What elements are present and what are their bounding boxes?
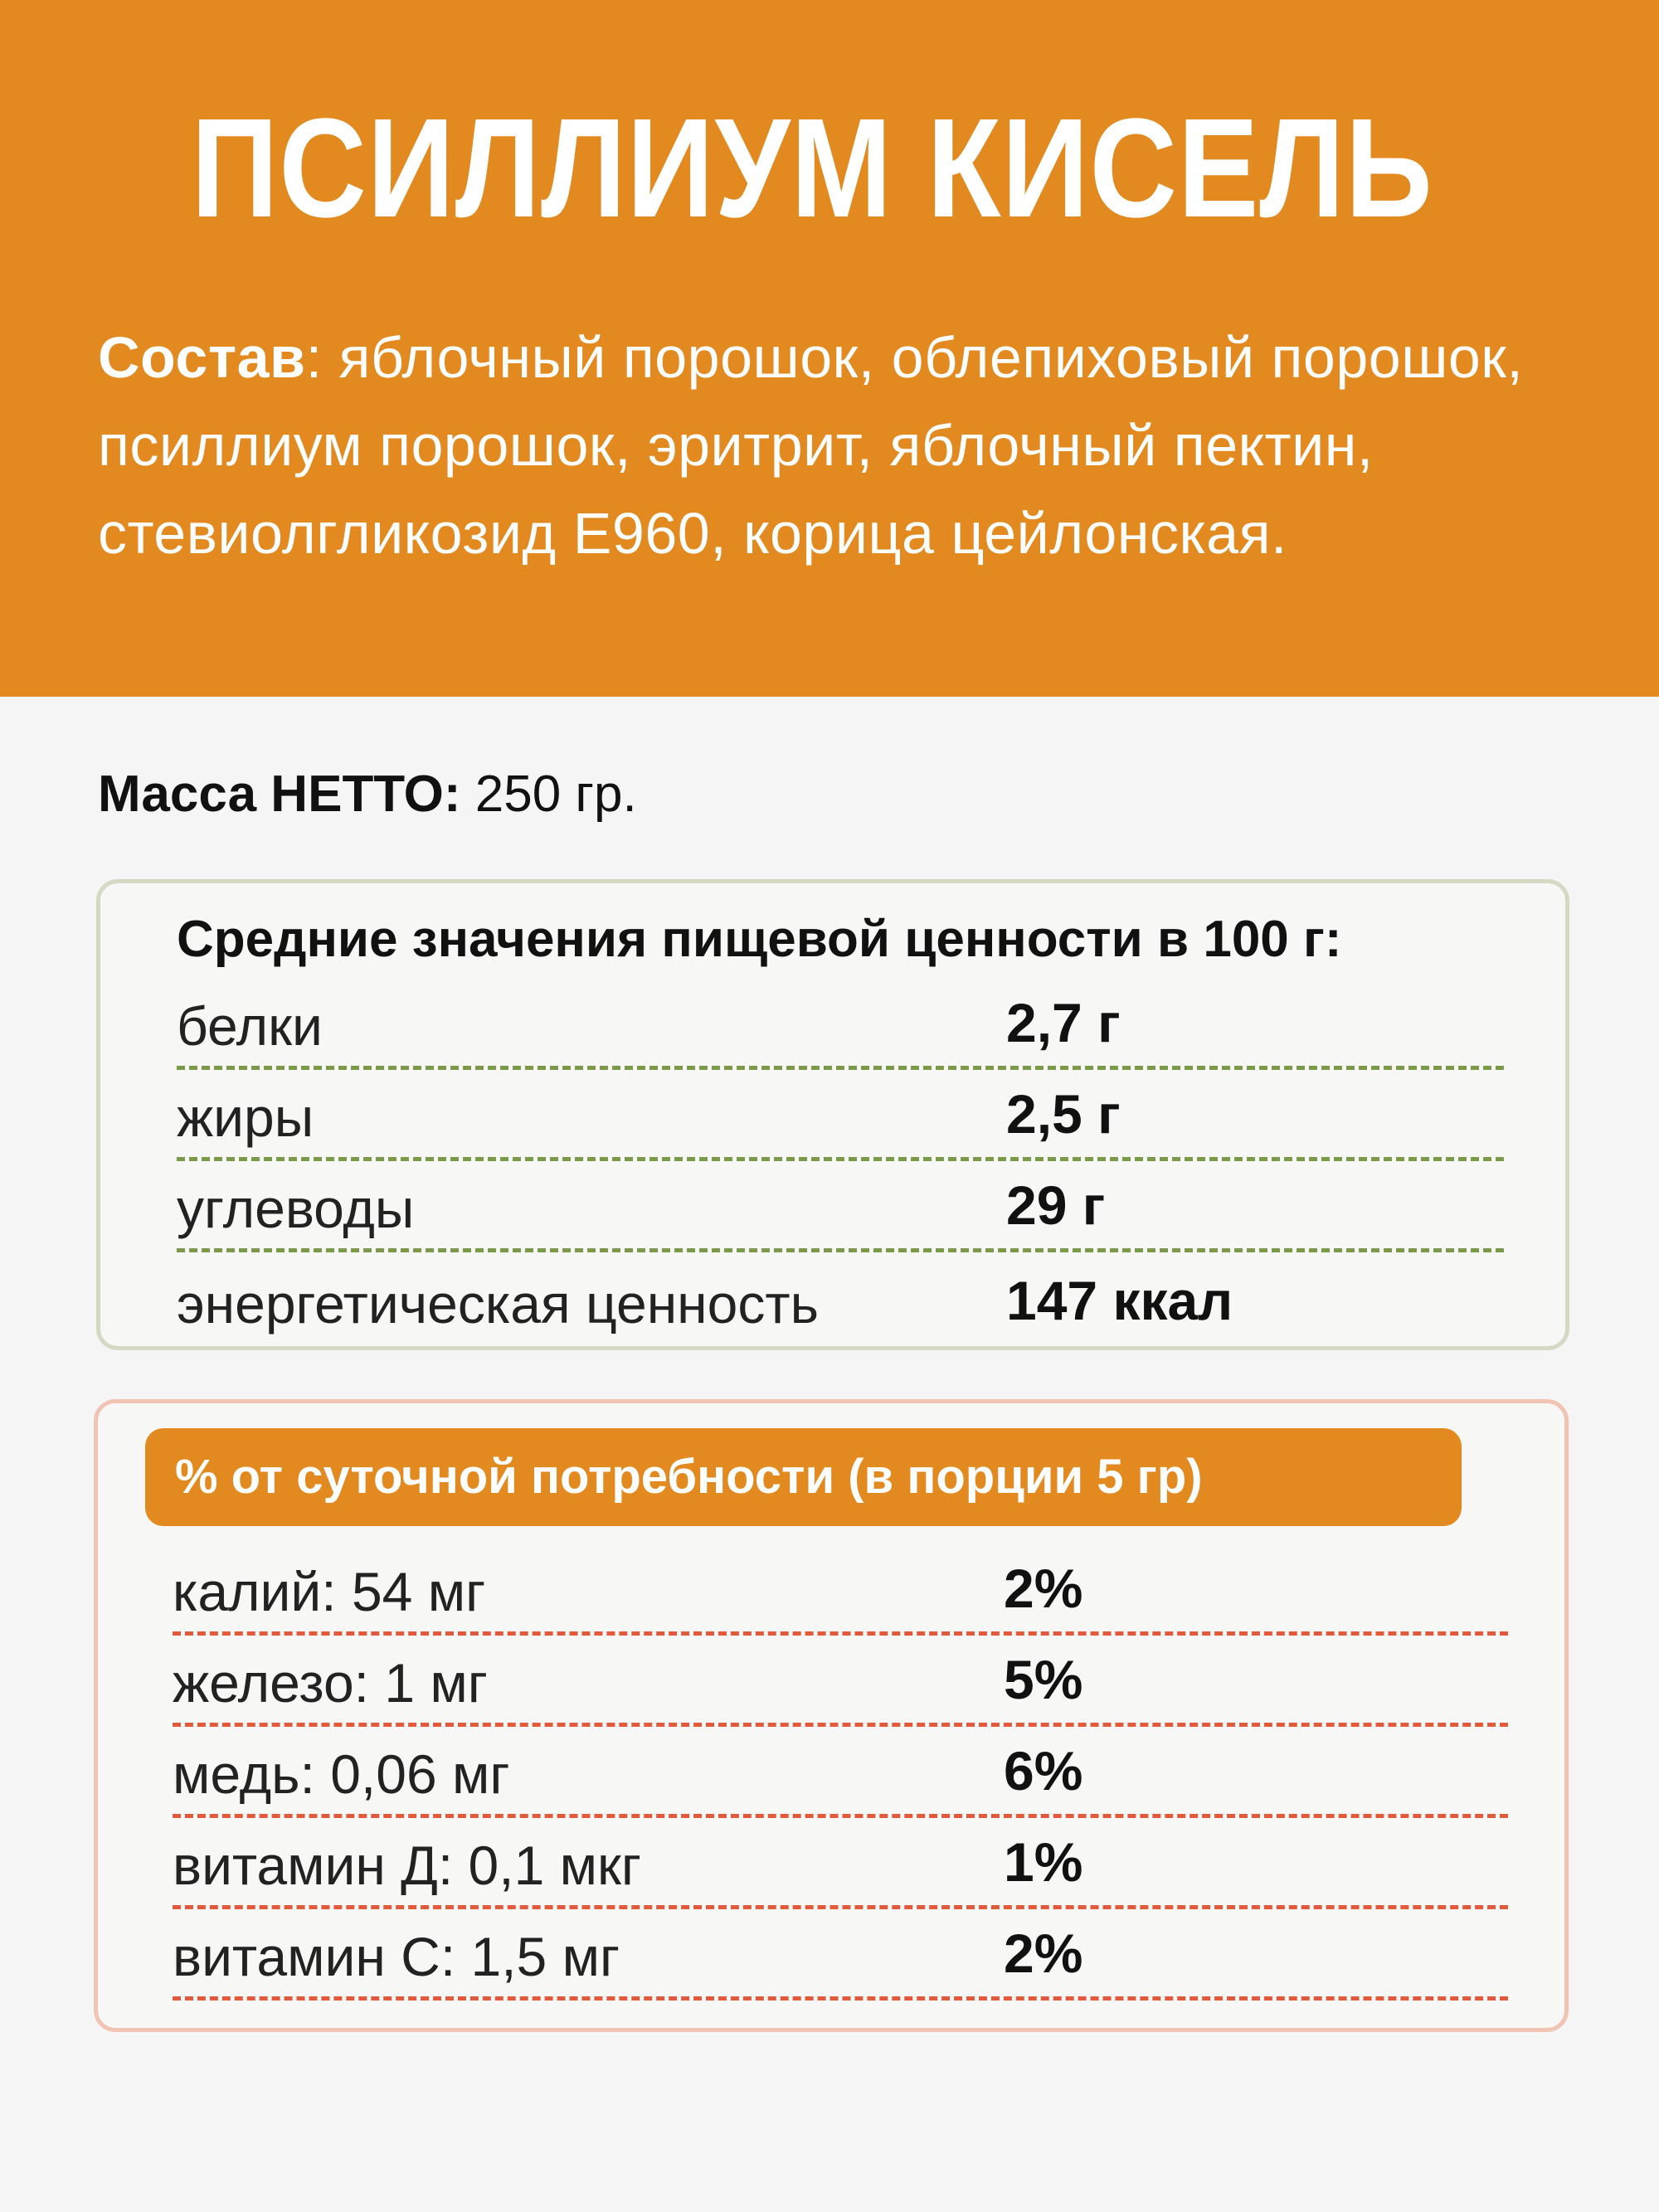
net-mass xyxy=(98,761,637,828)
mineral-name: витамин С: 1,5 мг xyxy=(173,1926,620,1987)
daily-heading-pill xyxy=(145,1428,1462,1526)
daily-row-iron xyxy=(173,1636,1508,1727)
nutrient-name: жиры xyxy=(177,1087,314,1148)
mineral-name: калий: 54 мг xyxy=(173,1561,486,1622)
mineral-percent: 1% xyxy=(1004,1831,1083,1893)
nutrition-row-energy xyxy=(177,1252,1504,1344)
composition-text xyxy=(98,314,1591,577)
product-title: ПСИЛЛИУМ КИСЕЛЬ xyxy=(191,90,1433,247)
mineral-percent: 5% xyxy=(1004,1649,1083,1710)
mineral-percent: 2% xyxy=(1004,1923,1083,1984)
header-banner xyxy=(0,0,1659,697)
daily-row-potassium xyxy=(173,1544,1508,1636)
nutrient-value: 2,5 г xyxy=(1006,1083,1121,1145)
mineral-name: витамин Д: 0,1 мкг xyxy=(173,1835,641,1896)
daily-value-box xyxy=(94,1399,1569,2032)
nutrient-name: углеводы xyxy=(177,1178,415,1239)
daily-row-copper xyxy=(173,1727,1508,1818)
net-mass-value: 250 гр. xyxy=(460,766,637,823)
composition-list: : яблочный порошок, облепиховый порошок, псиллиум порошок, эритрит, яблочный пектин, стевиолгликозид Е960, корица цейлонская. xyxy=(98,325,1524,566)
nutrient-value: 147 ккал xyxy=(1006,1270,1233,1331)
nutrient-value: 2,7 г xyxy=(1006,992,1121,1053)
nutrient-name: белки xyxy=(177,995,323,1057)
nutrition-row-carbs xyxy=(177,1161,1504,1252)
daily-row-vitamin-d xyxy=(173,1818,1508,1909)
nutrition-facts-box xyxy=(96,879,1569,1350)
daily-heading: % от суточной потребности (в порции 5 гр) xyxy=(175,1450,1203,1504)
mineral-percent: 6% xyxy=(1004,1740,1083,1801)
mineral-name: железо: 1 мг xyxy=(173,1652,488,1714)
mineral-name: медь: 0,06 мг xyxy=(173,1743,510,1805)
nutrient-value: 29 г xyxy=(1006,1174,1106,1236)
composition-label: Состав xyxy=(98,325,306,390)
nutrition-heading: Средние значения пищевой ценности в 100 г: xyxy=(177,911,1342,968)
net-mass-label: Масса НЕТТО: xyxy=(98,766,461,823)
daily-row-vitamin-c xyxy=(173,1909,1508,2001)
nutrition-row-fat xyxy=(177,1070,1504,1161)
mineral-percent: 2% xyxy=(1004,1558,1083,1619)
nutrition-row-protein xyxy=(177,979,1504,1070)
nutrient-name: энергетическая ценность xyxy=(177,1273,819,1334)
